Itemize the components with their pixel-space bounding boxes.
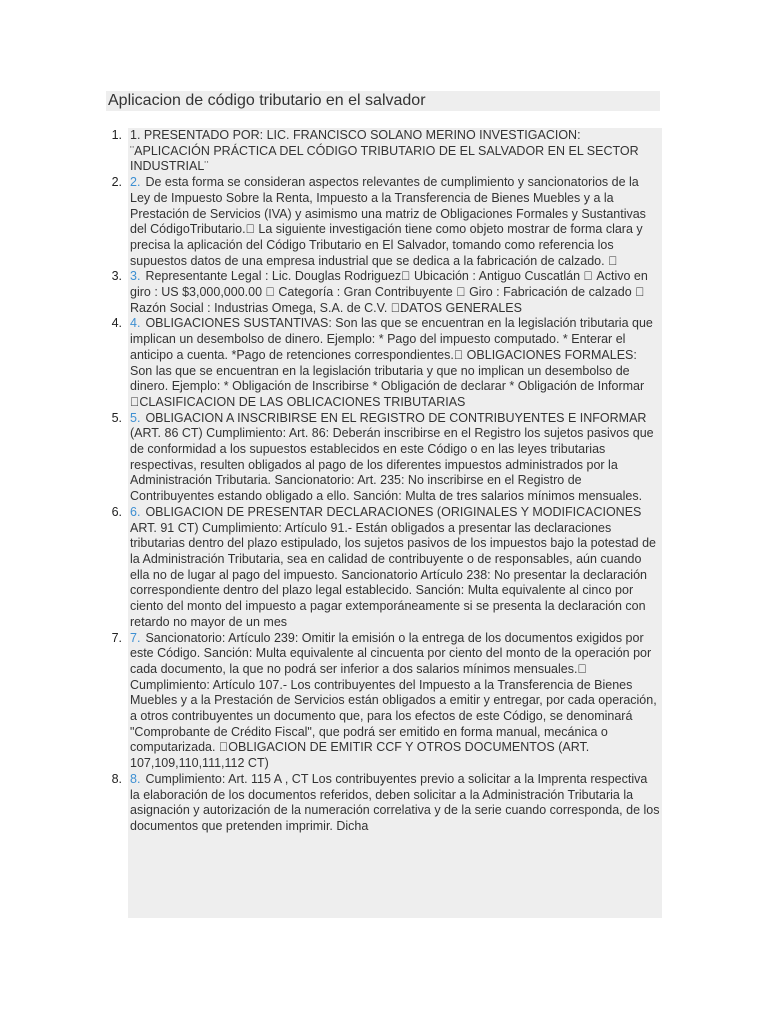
page-link[interactable]: 8. [130, 771, 141, 786]
item-number: 1. [111, 128, 122, 142]
page-link[interactable]: 6. [130, 504, 141, 519]
item-text: OBLIGACION A INSCRIBIRSE EN EL REGISTRO DE CONTRIBUYENTES E INFORMAR (ART. 86 CT) Cumplimiento: Art. 86: Deberán inscribirse en el Registro los sujetos pasivos que de conformidad a los supuestos establecidos en este Código o en las leyes tributarias respectivas, resulten obligados al pago de los diferentes impuestos administrados por la Administración Tributaria. Sancionatorio: Art. 235: No inscribirse en el Registro de Contribuyentes estando obligado a ello. Sanción: Multa de tres salarios mínimos mensuales. [130, 410, 654, 504]
page-link[interactable]: 4. [130, 316, 141, 331]
item-number: 7. [111, 630, 122, 645]
page-link[interactable]: 7. [130, 630, 141, 645]
document-list [111, 128, 662, 918]
item-text: De esta forma se consideran aspectos relevantes de cumplimiento y sancionatorios de la Ley de Impuesto Sobre la Renta, Impuesto a la Transferencia de Bienes Muebles y a la Prestación de Servicios (IVA) y asimismo una matriz de Obligaciones Formales y Sustantivas del CódigoTributario.􀂾 La siguiente investigación tiene como objeto mostrar de forma clara y precisa la aplicación del Código Tributario en El Salvador, tomando como referencia los supuestos datos de una empresa industrial que se dedica a la fabricación de calzado. 􀂾 [130, 175, 646, 268]
list-item [111, 410, 662, 505]
item-text: 1. PRESENTADO POR: LIC. FRANCISCO SOLANO MERINO INVESTIGACION: ¨APLICACIÓN PRÁCTICA DEL CÓDIGO TRIBUTARIO DE EL SALVADOR EN EL SECTOR INDUSTRIAL¨ [130, 128, 639, 174]
item-number: 6. [111, 504, 122, 519]
page-link[interactable]: 5. [130, 410, 141, 425]
list-item [111, 269, 662, 316]
list-item [111, 630, 662, 772]
item-text: OBLIGACION DE PRESENTAR DECLARACIONES (ORIGINALES Y MODIFICACIONES ART. 91 CT) Cumplimiento: Artículo 91.- Están obligados a presentar las declaraciones tributarias dentro del plazo estipulado, los sujetos pasivos de los impuestos bajo la potestad de la Administración Tributaria, sea en calidad de contribuyente o de responsables, aún cuando ella no de lugar al pago del impuesto. Sancionatorio Artículo 238: No presentar la declaración correspondiente dentro del plazo legal establecido. Sanción: Multa equivalente al cinco por ciento del monto del impuesto a pagar extemporáneamente si se presenta la declaración con retardo no mayor de un mes [130, 504, 657, 629]
item-number: 8. [111, 771, 122, 786]
item-text: Representante Legal : Lic. Douglas Rodriguez􀂾 Ubicación : Antiguo Cuscatlán 􀂾 Activo en giro : US $3,000,000.00 􀂾 Categoría : Gran Contribuyente 􀂾 Giro : Fabricación de calzado 􀂾 Razón Social : Industrias Omega, S.A. de C.V. 􀂾DATOS GENERALES [130, 269, 648, 315]
item-text: Sancionatorio: Artículo 239: Omitir la emisión o la entrega de los documentos exigidos por este Código. Sanción: Multa equivalente al cincuenta por ciento del monto de la operación por cada documento, la que no podrá ser inferior a dos salarios mínimos mensuales.􀂾 Cumplimiento: Artículo 107.- Los contribuyentes del Impuesto a la Transferencia de Bienes Muebles y a la Prestación de Servicios están obligados a emitir y entregar, por cada operación, a otros contribuyentes un documento que, para los efectos de este Código, se denominará "Comprobante de Crédito Fiscal", que podrá ser emitido en forma manual, mecánica o computarizada. 􀂾OBLIGACION DE EMITIR CCF Y OTROS DOCUMENTOS (ART. 107,109,110,111,112 CT) [130, 630, 657, 771]
list-item [111, 771, 662, 835]
list-item [111, 175, 662, 269]
item-number: 4. [111, 316, 122, 331]
list-item [111, 128, 662, 175]
item-number: 5. [111, 410, 122, 425]
item-text: OBLIGACIONES SUSTANTIVAS: Son las que se encuentran en la legislación tributaria que implican un desembolso de dinero. Ejemplo: * Pago del impuesto computado. * Enterar el anticipo a cuenta. *Pago de retenciones correspondientes.􀂾 OBLIGACIONES FORMALES: Son las que se encuentran en la legislación tributaria y que no implican un desembolso de dinero. Ejemplo: * Obligación de Inscribirse * Obligación de declarar * Obligación de Informar 􀂾CLASIFICACION DE LAS OBLICACIONES TRIBUTARIAS [130, 316, 653, 409]
page-link[interactable]: 3. [130, 269, 141, 284]
item-number: 3. [111, 269, 122, 284]
page-title: Aplicacion de código tributario en el salvador [106, 91, 660, 111]
item-number: 2. [111, 175, 122, 190]
list-item [111, 504, 662, 631]
item-text: Cumplimiento: Art. 115 A , CT Los contribuyentes previo a solicitar a la Imprenta respectiva la elaboración de los documentos referidos, deben solicitar a la Administración Tributaria la asignación y autorización de la numeración correlativa y de la serie cuando corresponda, de los documentos que pretenden imprimir. Dicha [130, 771, 660, 833]
list-item [111, 316, 662, 410]
page-link[interactable]: 2. [130, 175, 141, 190]
